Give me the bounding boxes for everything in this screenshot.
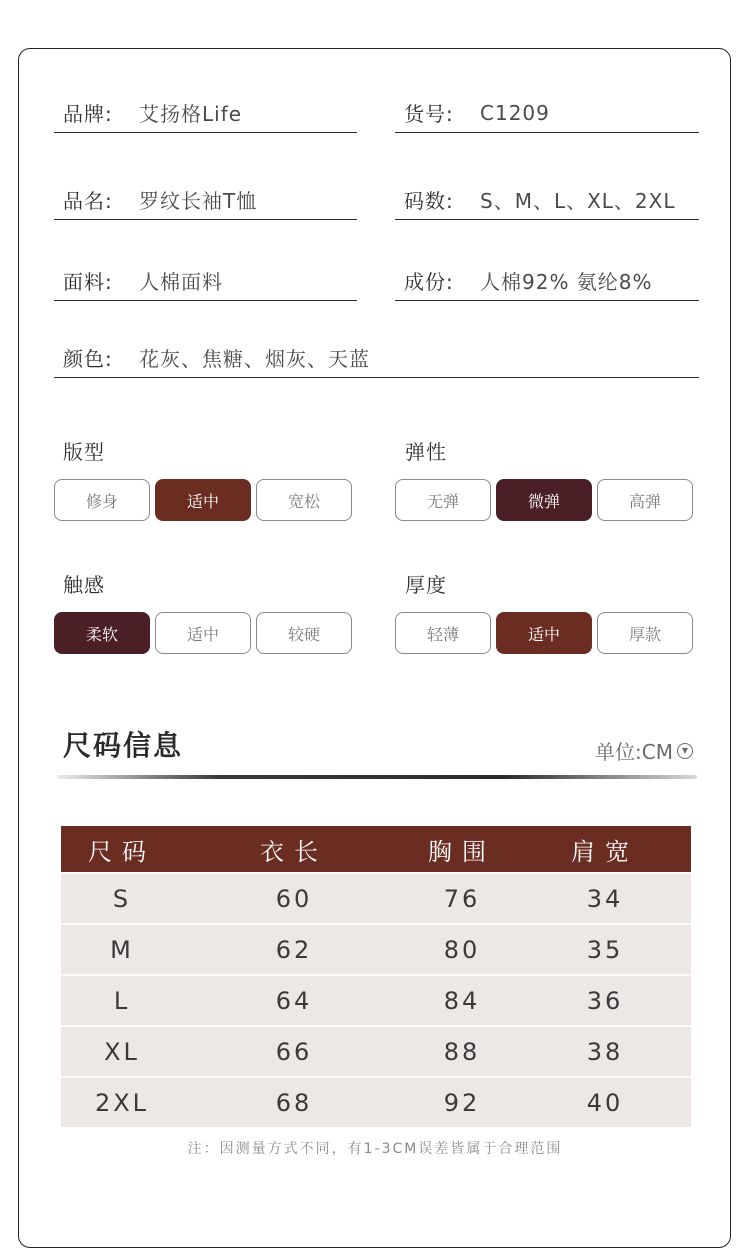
cell-chest: 76 <box>443 884 481 913</box>
spec-brand-label: 品牌: <box>63 102 113 126</box>
spec-sizes-value: S、M、L、XL、2XL <box>480 189 676 213</box>
cell-length: 66 <box>275 1037 313 1066</box>
cell-shoulder: 35 <box>586 935 624 964</box>
cell-size: S <box>112 884 132 913</box>
attr-elasticity-option: 微弹 <box>496 479 592 521</box>
attr-fit-option: 修身 <box>54 479 150 521</box>
attr-thickness-options <box>395 612 693 654</box>
table-row <box>61 872 691 923</box>
attr-touch-option: 柔软 <box>54 612 150 654</box>
attr-fit-options <box>54 479 352 521</box>
cell-length: 62 <box>275 935 313 964</box>
attr-thickness-option: 轻薄 <box>395 612 491 654</box>
spec-item-no <box>395 93 699 133</box>
size-table-header <box>61 826 691 872</box>
spec-item-no-value: C1209 <box>480 100 550 125</box>
size-info-title: 尺码信息 <box>63 729 184 762</box>
attr-elasticity-options <box>395 479 693 521</box>
spec-name <box>54 180 357 220</box>
attr-thickness-title: 厚度 <box>405 573 447 597</box>
cell-size: L <box>113 986 131 1015</box>
table-row <box>61 1076 691 1127</box>
spec-item-no-label: 货号: <box>404 102 454 126</box>
cell-size: XL <box>104 1037 140 1066</box>
attr-fit-option: 适中 <box>155 479 251 521</box>
attr-touch-option: 适中 <box>155 612 251 654</box>
unit-label <box>595 736 693 765</box>
spec-brand-value: 艾扬格Life <box>139 102 243 126</box>
attr-elasticity-option: 无弹 <box>395 479 491 521</box>
attr-thickness-option: 厚款 <box>597 612 693 654</box>
spec-name-label: 品名: <box>63 189 113 213</box>
header-length: 衣长 <box>260 837 328 866</box>
attr-touch-title: 触感 <box>63 573 105 597</box>
attr-touch-option: 较硬 <box>256 612 352 654</box>
unit-text: 单位:CM <box>595 740 673 764</box>
spec-color <box>54 338 699 378</box>
spec-sizes <box>395 180 699 220</box>
table-row <box>61 974 691 1025</box>
cell-shoulder: 38 <box>586 1037 624 1066</box>
cell-length: 64 <box>275 986 313 1015</box>
spec-name-value: 罗纹长袖T恤 <box>139 189 258 213</box>
spec-color-label: 颜色: <box>63 347 113 371</box>
header-chest: 胸围 <box>428 837 496 866</box>
measurement-note: 注：因测量方式不同，有1-3CM误差皆属于合理范围 <box>187 1141 563 1157</box>
cell-shoulder: 34 <box>586 884 624 913</box>
attr-fit-option: 宽松 <box>256 479 352 521</box>
chevron-down-circle-icon: ▼ <box>677 743 693 759</box>
cell-length: 60 <box>275 884 313 913</box>
header-shoulder: 肩宽 <box>571 837 639 866</box>
attr-elasticity-option: 高弹 <box>597 479 693 521</box>
cell-length: 68 <box>275 1088 313 1117</box>
spec-fabric-label: 面料: <box>63 270 113 294</box>
spec-composition-label: 成份: <box>404 270 454 294</box>
attr-elasticity-title: 弹性 <box>405 440 447 464</box>
cell-chest: 92 <box>443 1088 481 1117</box>
cell-chest: 84 <box>443 986 481 1015</box>
spec-composition <box>395 261 699 301</box>
header-size: 尺码 <box>88 837 156 866</box>
attr-thickness-option: 适中 <box>496 612 592 654</box>
spec-fabric-value: 人棉面料 <box>139 270 223 294</box>
spec-brand <box>54 93 357 133</box>
cell-chest: 88 <box>443 1037 481 1066</box>
cell-shoulder: 40 <box>586 1088 624 1117</box>
cell-chest: 80 <box>443 935 481 964</box>
cell-size: 2XL <box>94 1088 150 1117</box>
attr-touch-options <box>54 612 352 654</box>
table-row <box>61 923 691 974</box>
cell-shoulder: 36 <box>586 986 624 1015</box>
spec-sizes-label: 码数: <box>404 189 454 213</box>
attr-fit-title: 版型 <box>63 440 105 464</box>
size-table <box>61 826 691 1127</box>
spec-composition-value: 人棉92% 氨纶8% <box>480 270 653 294</box>
brush-divider <box>57 775 697 779</box>
cell-size: M <box>110 935 134 964</box>
spec-color-value: 花灰、焦糖、烟灰、天蓝 <box>139 347 370 371</box>
table-row <box>61 1025 691 1076</box>
spec-fabric <box>54 261 357 301</box>
